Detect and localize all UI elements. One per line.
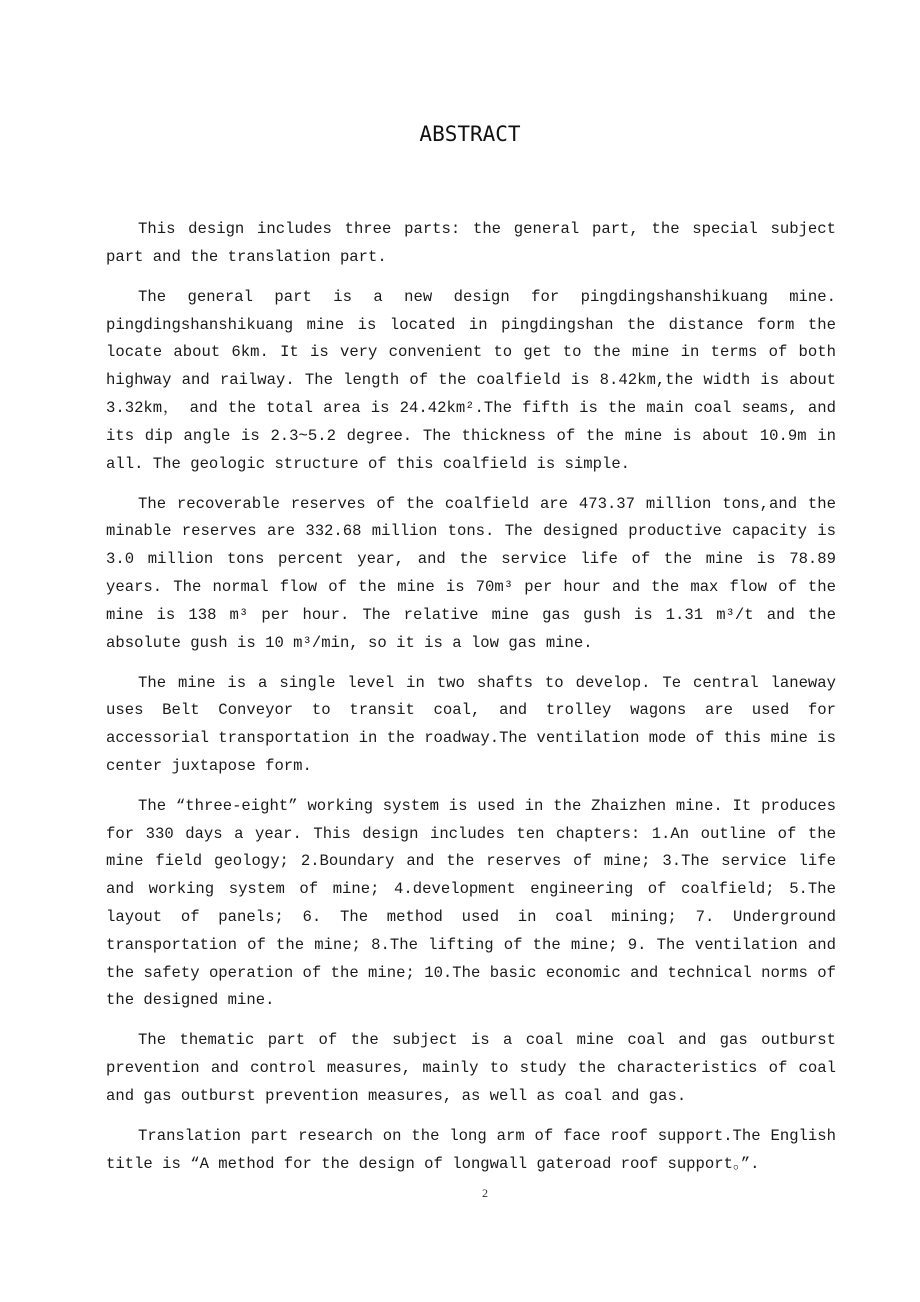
abstract-title: ABSTRACT: [419, 122, 521, 146]
paragraph-thematic-part: The thematic part of the subject is a coal mine coal and gas outburst prevention and control measures, mainly to study the characteristics of coal and gas outburst prevention measures, as well as coal and gas.: [106, 1031, 836, 1106]
paragraph-chapters: The “three-eight” working system is used in the Zhaizhen mine. It produces for 330 days a year. This design includes ten chapters: 1.An outline of the mine field geology; 2.Boundary and the reserves of mine; 3.The service life and working system of mine; 4.development engineering of coalfield; 5.The layout of panels; 6. The method used in coal mining; 7. Underground transportation of the mine; 8.The lifting of the mine; 9. The ventilation and the safety operation of the mine; 10.The basic economic and technical norms of the designed mine.: [106, 796, 836, 1010]
abstract-body: [106, 216, 836, 1191]
paragraph-general-part: The general part is a new design for pingdingshanshikuang mine. pingdingshanshikuang mine is located in pingdingshan the distance form the locate about 6km. It is very convenient to get to the mine in terms of both highway and railway. The length of the coalfield is 8.42km,the width is about 3.32km， and the total area is 24.42km².The fifth is the main coal seams, and its dip angle is 2.3~5.2 degree. The thickness of the mine is about 10.9m in all. The geologic structure of this coalfield is simple.: [106, 287, 836, 473]
paragraph-translation-part: Translation part research on the long arm of face roof support.The English title is “A method for the design of longwall gateroad roof support。”.: [106, 1127, 836, 1173]
paragraph-overview: This design includes three parts: the general part, the special subject part and the translation part.: [106, 220, 836, 266]
paragraph-development: The mine is a single level in two shafts to develop. Te central laneway uses Belt Conveyor to transit coal, and trolley wagons are used for accessorial transportation in the roadway.The ventilation mode of this mine is center juxtapose form.: [106, 673, 836, 775]
page-number: 2: [482, 1186, 488, 1200]
paragraph-reserves: The recoverable reserves of the coalfield are 473.37 million tons,and the minable reserves are 332.68 million tons. The designed productive capacity is 3.0 million tons percent year, and the service life of the mine is 78.89 years. The normal flow of the mine is 70m³ per hour and the max flow of the mine is 138 m³ per hour. The relative mine gas gush is 1.31 m³/t and the absolute gush is 10 m³/min, so it is a low gas mine.: [106, 494, 836, 652]
